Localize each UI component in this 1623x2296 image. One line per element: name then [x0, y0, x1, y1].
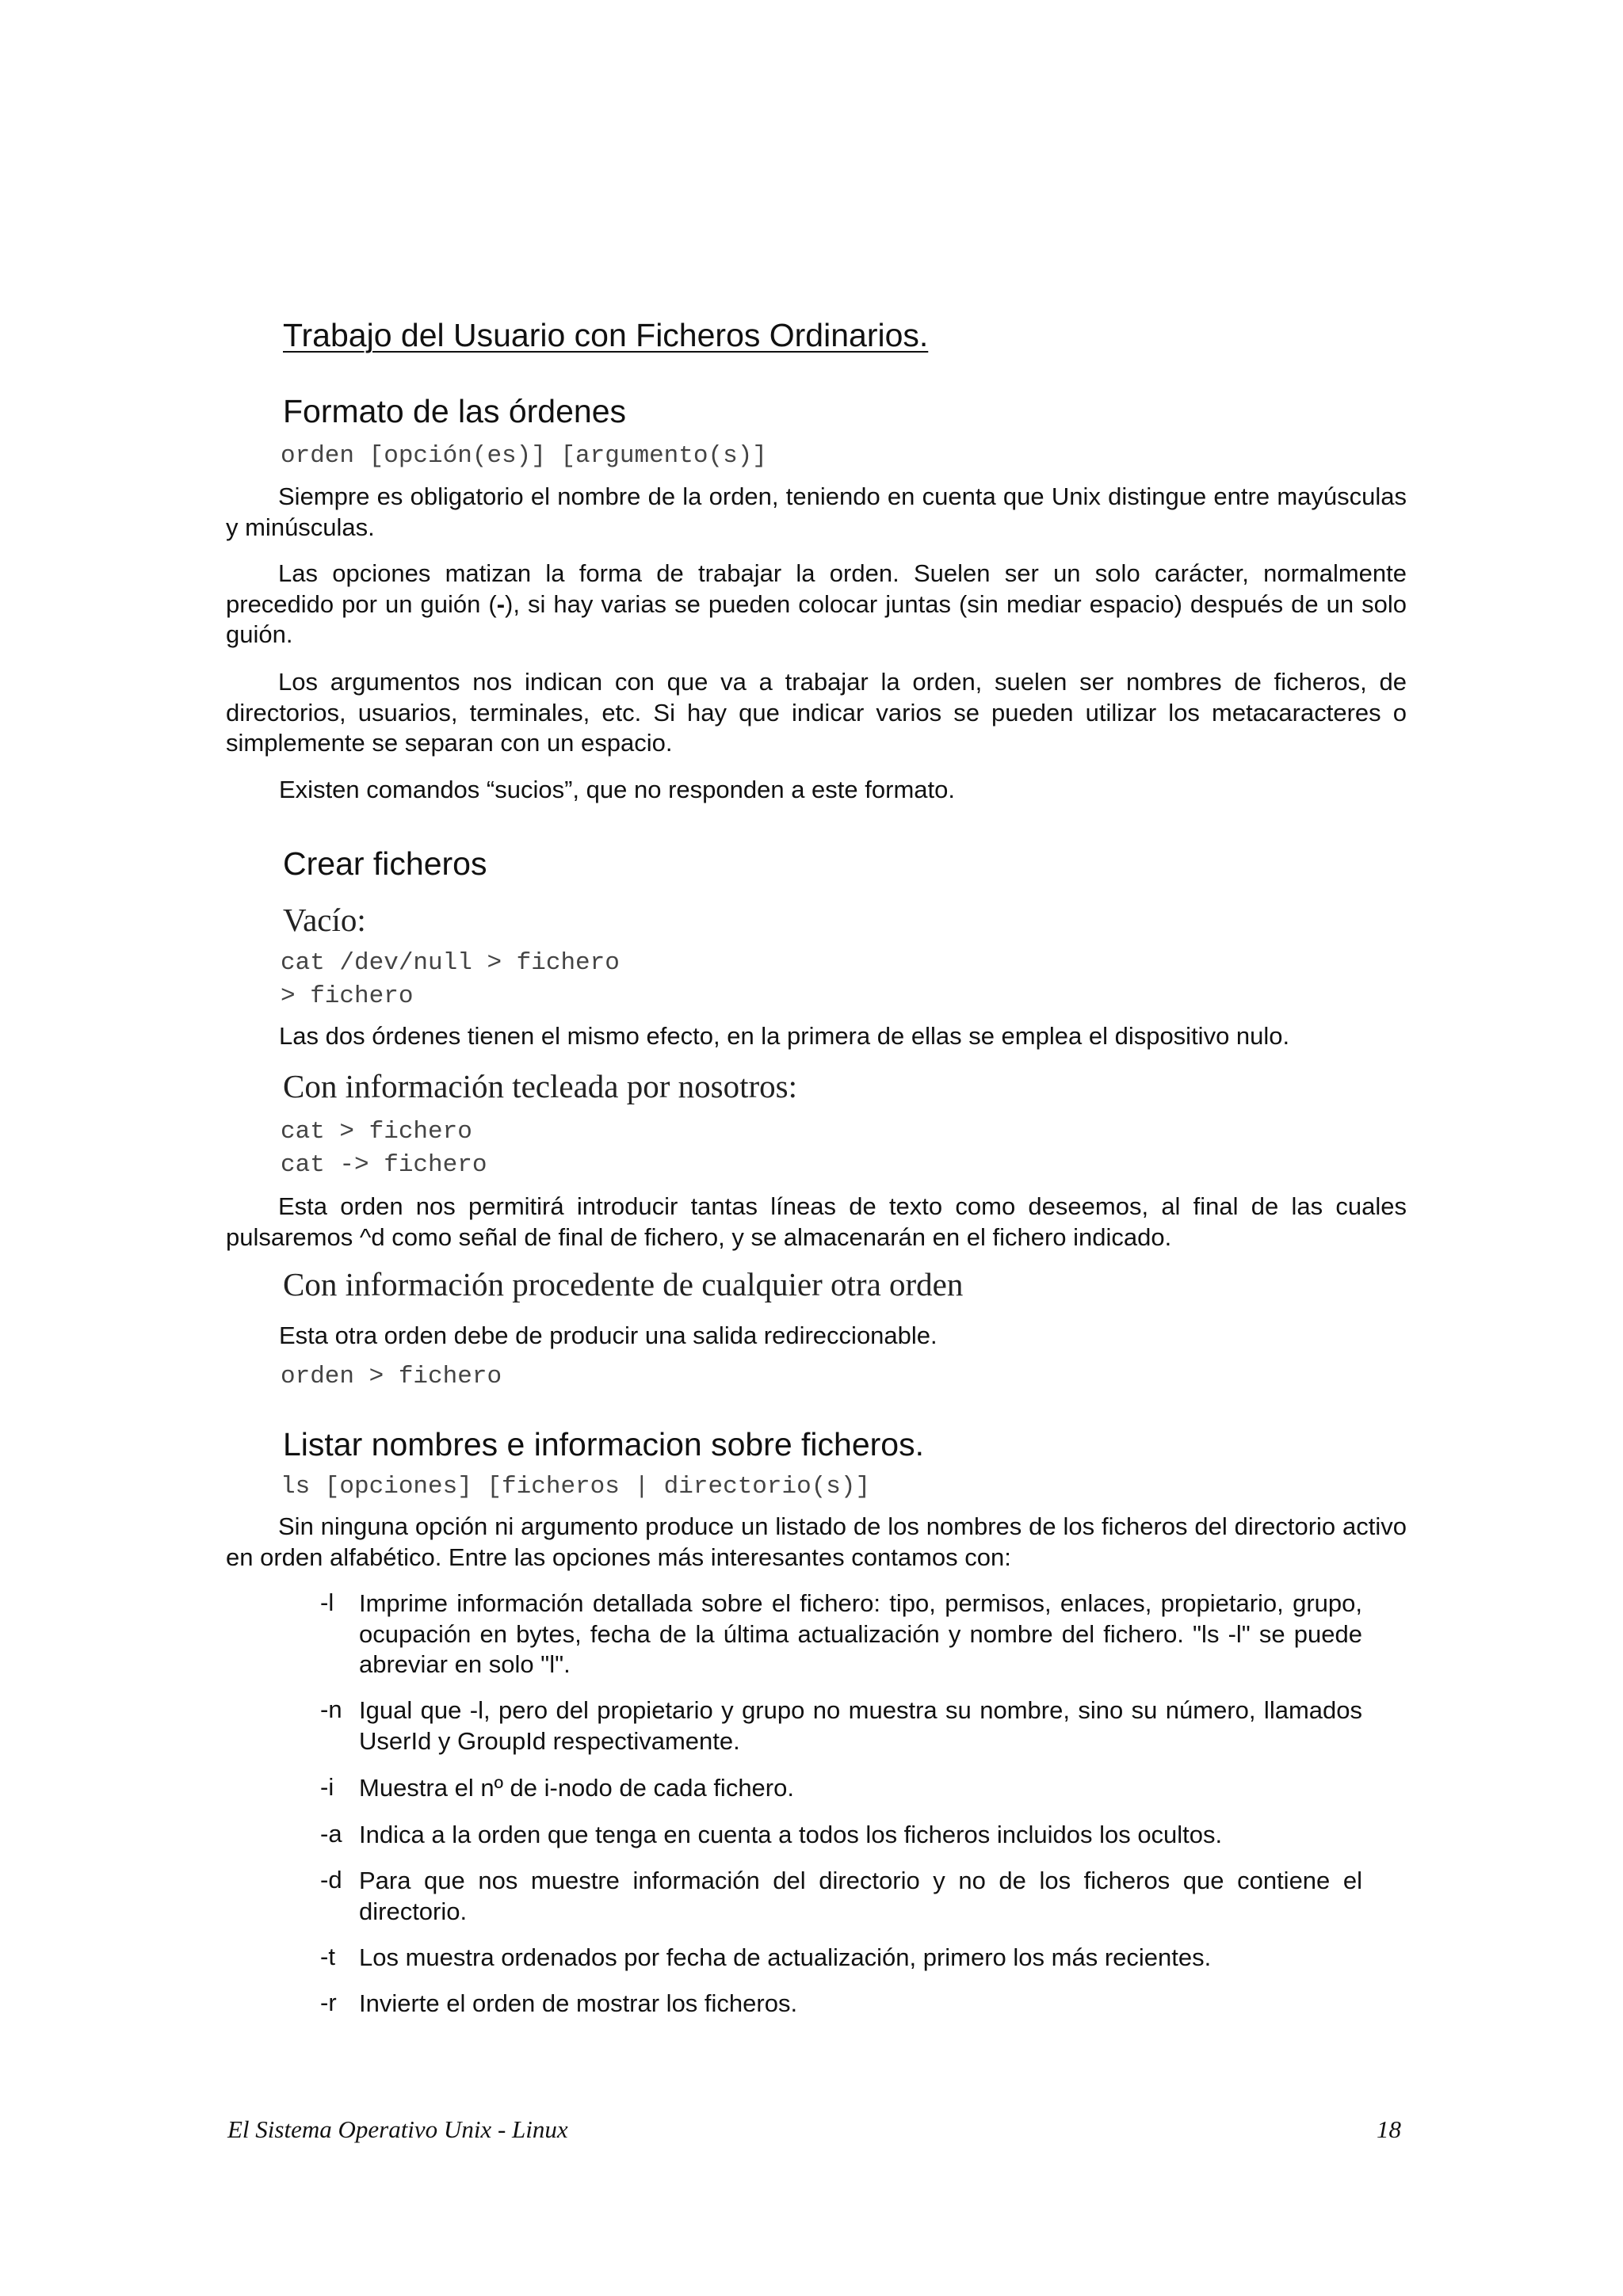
paragraph-opciones-text-b: ), si hay varias se pueden colocar juntas (sin mediar espacio) después de un solo guión.	[226, 589, 1407, 648]
section-heading-listar: Listar nombres e informacion sobre ficheros.	[283, 1426, 924, 1463]
paragraph-argumentos: Los argumentos nos indican con que va a trabajar la orden, suelen ser nombres de ficheros, de directorios, usuarios, terminales, etc. Si hay que indicar varios se pueden utilizar los metacaracteres o simplemente se separan con un espacio.	[226, 668, 1407, 757]
option-key: -l	[320, 1589, 334, 1616]
option-description: Igual que -l, pero del propietario y grupo no muestra su nombre, sino su número, llamados UserId y GroupId respectivamente.	[359, 1696, 1362, 1755]
option-description: Indica a la orden que tenga en cuenta a todos los ficheros incluidos los ocultos.	[359, 1821, 1223, 1848]
section-heading-crear: Crear ficheros	[283, 845, 487, 882]
option-description: Invierte el orden de mostrar los ficheros.	[359, 1989, 798, 2017]
page-title: Trabajo del Usuario con Ficheros Ordinarios.	[283, 317, 929, 353]
option-key: -t	[320, 1943, 335, 1970]
footer-book-title: El Sistema Operativo Unix - Linux	[227, 2115, 568, 2143]
paragraph-dispositivo-nulo: Las dos órdenes tienen el mismo efecto, en la primera de ellas se emplea el dispositivo nulo.	[279, 1022, 1290, 1050]
paragraph-salida-redireccionable: Esta otra orden debe de producir una salida redireccionable.	[279, 1322, 938, 1349]
code-orden-fichero: orden > fichero	[281, 1363, 502, 1390]
paragraph-comandos-sucios: Existen comandos “sucios”, que no responden a este formato.	[279, 776, 955, 803]
code-redirect-fichero: > fichero	[281, 982, 414, 1010]
paragraph-introducir-lineas: Esta orden nos permitirá introducir tantas líneas de texto como deseemos, al final de las cuales pulsaremos ^d como señal de final de fichero, y se almacenarán en el fichero indicado.	[226, 1192, 1407, 1251]
option-description: Muestra el nº de i-nodo de cada fichero.	[359, 1774, 794, 1802]
option-key: -i	[320, 1773, 334, 1801]
option-description: Para que nos muestre información del directorio y no de los ficheros que contiene el directorio.	[359, 1867, 1362, 1925]
dash-symbol: -	[496, 589, 506, 618]
subheading-vacio: Vacío:	[283, 902, 366, 938]
paragraph-opciones-text-a: Las opciones matizan la forma de trabajar la orden. Suelen ser un solo carácter, normalmente precedido por un guión (	[226, 559, 1407, 618]
subheading-otra-orden: Con información procedente de cualquier otra orden	[283, 1266, 964, 1302]
command-syntax-ls: ls [opciones] [ficheros | directorio(s)]	[281, 1473, 871, 1501]
option-key: -d	[320, 1866, 342, 1894]
command-syntax-orden: orden [opción(es)] [argumento(s)]	[281, 442, 767, 470]
section-heading-formato: Formato de las órdenes	[283, 393, 627, 429]
paragraph-orden-obligatoria: Siempre es obligatorio el nombre de la orden, teniendo en cuenta que Unix distingue entre mayúsculas y minúsculas.	[226, 482, 1407, 541]
code-cat-dash-fichero: cat -> fichero	[281, 1151, 487, 1179]
option-key: -r	[320, 1989, 337, 2016]
footer-page-number: 18	[1377, 2115, 1401, 2143]
subheading-tecleada: Con información tecleada por nosotros:	[283, 1068, 797, 1104]
code-cat-dev-null: cat /dev/null > fichero	[281, 949, 620, 977]
option-description: Los muestra ordenados por fecha de actualización, primero los más recientes.	[359, 1943, 1212, 1971]
option-key: -n	[320, 1695, 342, 1723]
option-key: -a	[320, 1820, 342, 1848]
code-cat-fichero: cat > fichero	[281, 1118, 472, 1146]
paragraph-opciones	[226, 559, 1407, 650]
option-description: Imprime información detallada sobre el fichero: tipo, permisos, enlaces, propietario, grupo, ocupación en bytes, fecha de la última actualización y nombre del fichero. "ls -l" se puede abreviar en solo "l".	[359, 1589, 1362, 1678]
paragraph-ls-intro: Sin ninguna opción ni argumento produce un listado de los nombres de los ficheros del directorio activo en orden alfabético. Entre las opciones más interesantes contamos con:	[226, 1512, 1407, 1571]
